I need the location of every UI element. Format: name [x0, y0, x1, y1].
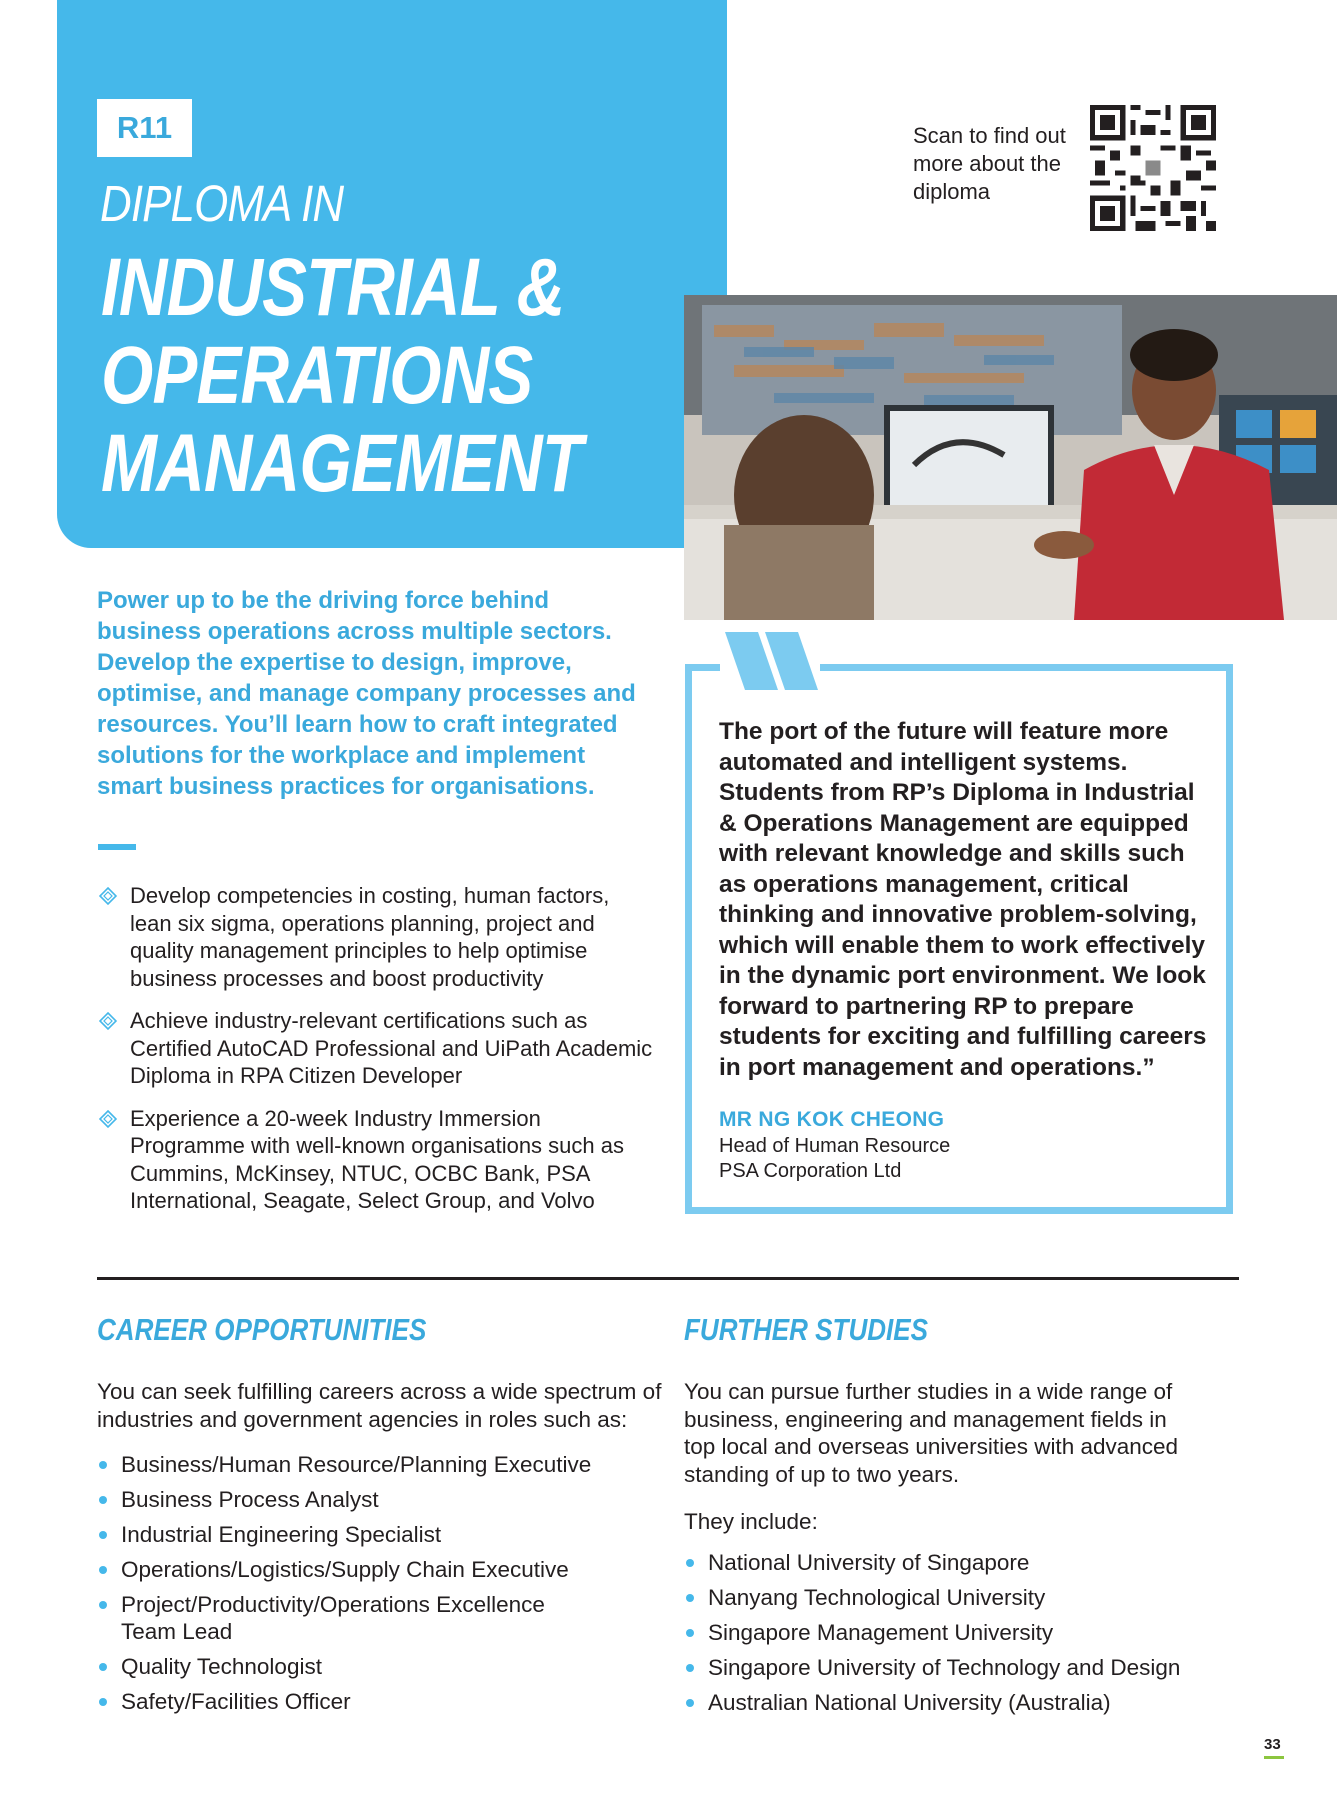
- list-item: Singapore Management University: [684, 1619, 1244, 1646]
- page-title: [101, 244, 582, 508]
- intro-paragraph: Power up to be the driving force behind business operations across multiple sectors. Develop the expertise to design, improve, optimise, and manage company processes and resources. You’ll learn how to craft integrated solutions for the workplace and implement smart business practices for organisations.: [97, 587, 636, 800]
- further-studies-intro: You can pursue further studies in a wide range of business, engineering and management fields in top local and overseas universities with advanced standing of up to two years.: [684, 1379, 1179, 1487]
- page-number: 33: [1264, 1736, 1281, 1753]
- quote-author-name: MR NG KOK CHEONG: [719, 1108, 945, 1131]
- list-item: Singapore University of Technology and Design: [684, 1654, 1244, 1681]
- diamond-bullet-icon: [99, 1110, 117, 1128]
- section-divider: [97, 1277, 1239, 1280]
- further-studies-heading: FURTHER STUDIES: [684, 1312, 929, 1347]
- list-item: Australian National University (Australia): [684, 1689, 1244, 1716]
- career-intro: You can seek fulfilling careers across a wide spectrum of industries and government agencies in roles such as:: [97, 1379, 662, 1432]
- qr-caption: Scan to find out more about the diploma: [913, 123, 1066, 204]
- highlight-text: Achieve industry-relevant certifications such as Certified AutoCAD Professional and UiPath Academic Diploma in RPA Citizen Developer: [130, 1008, 653, 1088]
- highlight-text: Experience a 20-week Industry Immersion Programme with well-known organisations such as Cummins, McKinsey, NTUC, OCBC Bank, PSA International, Seagate, Select Group, and Volvo: [130, 1105, 624, 1213]
- quote-author-details: [719, 1134, 950, 1184]
- list-item: Business Process Analyst: [97, 1486, 657, 1513]
- quote-mark-icon: [720, 632, 820, 692]
- accent-dash: [98, 844, 136, 850]
- diamond-bullet-icon: [99, 1012, 117, 1030]
- title-line: OPERATIONS: [101, 330, 533, 421]
- list-item: National University of Singapore: [684, 1549, 1244, 1576]
- testimonial-quote: The port of the future will feature more automated and intelligent systems. Students from RP’s Diploma in Industrial & Operations Management are equipped with relevant knowledge and skills such as operations management, critical thinking and innovative problem-solving, which will enable them to work effectively in the dynamic port environment. We look forward to partnering RP to prepare students for exciting and fulfilling careers in port management and operations.”: [719, 718, 1207, 1081]
- career-roles-list: [97, 1451, 657, 1723]
- list-item: Nanyang Technological University: [684, 1584, 1244, 1611]
- list-item: Safety/Facilities Officer: [97, 1688, 657, 1715]
- list-item: Industrial Engineering Specialist: [97, 1521, 657, 1548]
- quote-author-company: PSA Corporation Ltd: [719, 1160, 902, 1182]
- course-code-badge: R11: [97, 99, 192, 157]
- title-prefix: DIPLOMA IN: [100, 175, 344, 232]
- list-item: Business/Human Resource/Planning Executive: [97, 1451, 657, 1478]
- qr-code-icon[interactable]: [1090, 105, 1216, 231]
- list-item: [97, 1007, 657, 1090]
- they-include-label: They include:: [684, 1509, 818, 1534]
- list-item: Project/Productivity/Operations Excellence Team Lead: [97, 1591, 561, 1645]
- page-number-rule: [1264, 1756, 1284, 1759]
- list-item: Quality Technologist: [97, 1653, 657, 1680]
- list-item: [97, 882, 657, 992]
- title-line: INDUSTRIAL &: [101, 242, 565, 333]
- list-item: Operations/Logistics/Supply Chain Executive: [97, 1556, 657, 1583]
- career-heading: CAREER OPPORTUNITIES: [97, 1312, 427, 1347]
- highlights-list: [97, 882, 657, 1230]
- quote-author-role: Head of Human Resource: [719, 1135, 951, 1157]
- universities-list: [684, 1549, 1244, 1724]
- highlight-text: Develop competencies in costing, human factors, lean six sigma, operations planning, project and quality management principles to help optimise business processes and boost productivity: [130, 883, 610, 991]
- title-line: MANAGEMENT: [101, 418, 583, 509]
- diamond-bullet-icon: [99, 887, 117, 905]
- list-item: [97, 1105, 657, 1215]
- students-photo: [684, 295, 1337, 620]
